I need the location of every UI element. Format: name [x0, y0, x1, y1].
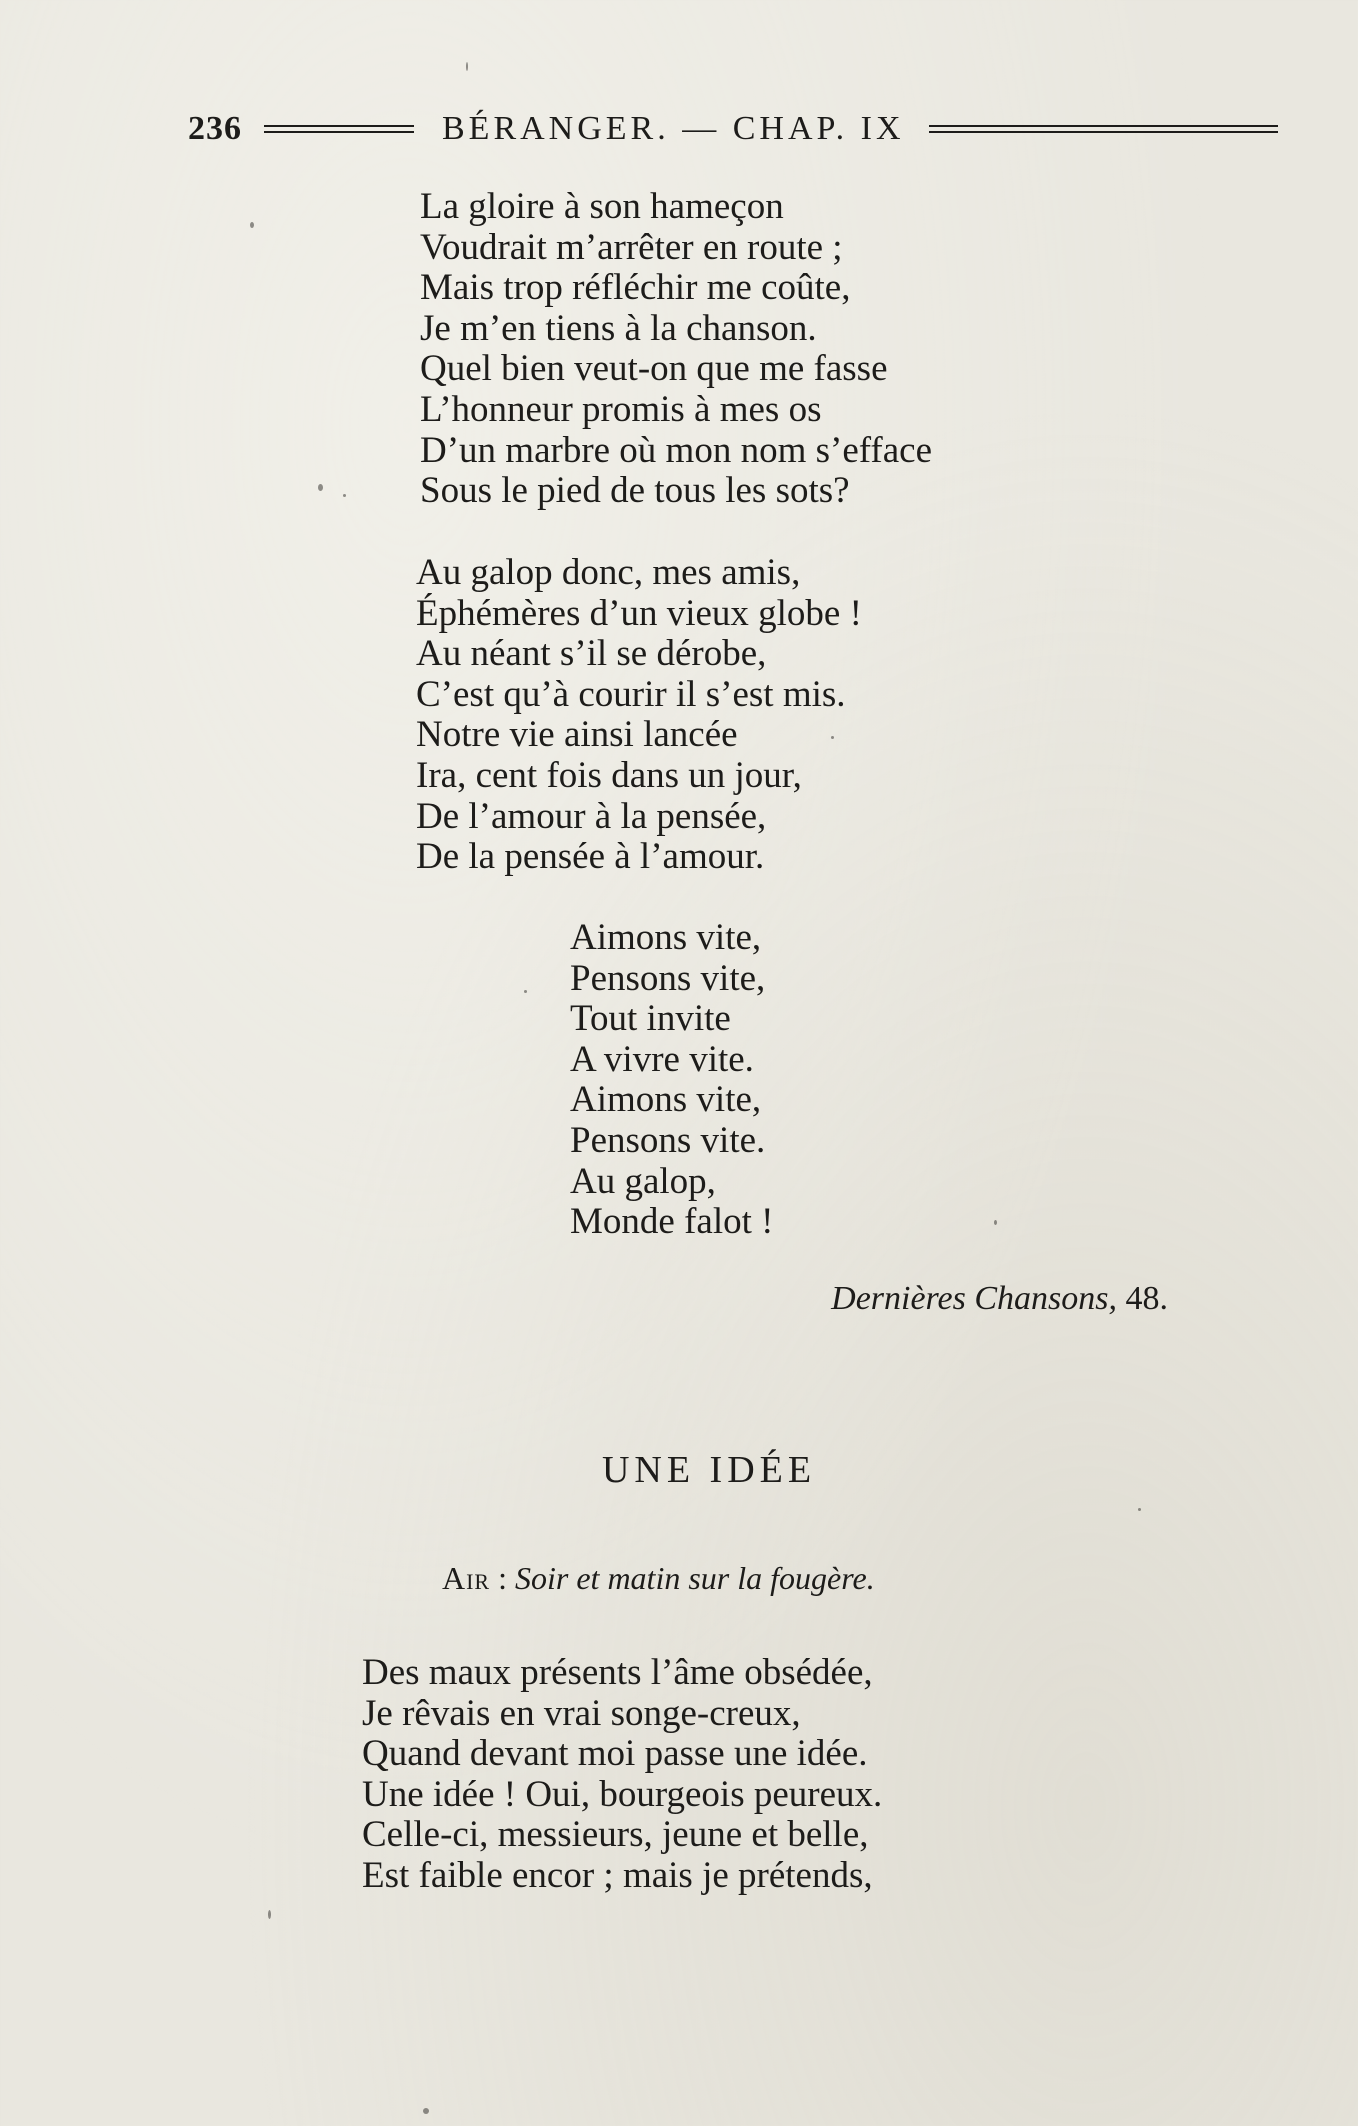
paper-speck [343, 494, 346, 497]
refrain-line: Pensons vite. [570, 1119, 766, 1161]
refrain-line: Tout invite [570, 998, 731, 1040]
running-title: BÉRANGER. — CHAP. IX [442, 110, 905, 147]
paper-speck [250, 222, 254, 228]
verse-line: Quand devant moi passe une idée. [362, 1733, 868, 1775]
air-separator: : [498, 1560, 507, 1596]
verse-line: Notre vie ainsi lancée [416, 714, 738, 756]
paper-speck [318, 484, 323, 491]
paper-speck [268, 1910, 271, 1919]
refrain [570, 918, 773, 1243]
section-title: UNE IDÉE [601, 1449, 817, 1491]
stanza-1 [420, 187, 932, 512]
source-citation [831, 1280, 1168, 1318]
verse-line: Une idée ! Oui, bourgeois peureux. [362, 1773, 883, 1815]
verse-line: D’un marbre où mon nom s’efface [420, 429, 933, 471]
verse-line: De la pensée à l’amour. [416, 836, 765, 878]
verse-line: L’honneur promis à mes os [420, 388, 822, 430]
verse-line: Celle-ci, messieurs, jeune et belle, [362, 1814, 869, 1856]
refrain-line: Aimons vite, [570, 917, 762, 958]
stanza-3 [362, 1653, 882, 1897]
verse-line: Est faible encor ; mais je prétends, [362, 1854, 873, 1896]
refrain-line: Pensons vite, [570, 957, 766, 999]
paper-speck [423, 2108, 429, 2114]
verse-line: La gloire à son hameçon [420, 186, 784, 227]
air-label: Air [442, 1560, 491, 1596]
source-number: 48. [1125, 1280, 1168, 1317]
air-tune: Soir et matin sur la fougère. [515, 1560, 875, 1596]
header-rule-right [929, 125, 1278, 133]
verse-line: Mais trop réfléchir me coûte, [420, 267, 851, 309]
refrain-line: Monde falot ! [570, 1201, 774, 1243]
verse-line: Quel bien veut-on que me fasse [420, 348, 888, 390]
page-header [188, 104, 1278, 154]
refrain-line: A vivre vite. [570, 1038, 754, 1080]
verse-line: Je rêvais en vrai songe-creux, [362, 1692, 801, 1734]
verse-line: Voudrait m’arrêter en route ; [420, 226, 843, 268]
paper-speck [524, 990, 527, 993]
stanza-2 [416, 553, 862, 878]
refrain-line: Aimons vite, [570, 1079, 762, 1121]
page-number: 236 [188, 110, 242, 147]
verse-line: Sous le pied de tous les sots? [420, 470, 850, 512]
verse-line: Je m’en tiens à la chanson. [420, 307, 817, 349]
verse-line: Au néant s’il se dérobe, [416, 633, 767, 675]
verse-line: Des maux présents l’âme obsédée, [362, 1652, 873, 1693]
verse-line: Au galop donc, mes amis, [416, 552, 801, 593]
header-rule-left [264, 125, 414, 133]
paper-speck [994, 1220, 997, 1225]
source-work: Dernières Chansons, [831, 1280, 1117, 1317]
paper-speck [831, 736, 834, 739]
verse-line: C’est qu’à courir il s’est mis. [416, 673, 846, 715]
air-indication [442, 1560, 875, 1597]
verse-line: De l’amour à la pensée, [416, 795, 767, 837]
paper-speck [1138, 1508, 1141, 1511]
verse-line: Ira, cent fois dans un jour, [416, 754, 802, 796]
paper-speck [466, 62, 468, 71]
verse-line: Éphémères d’un vieux globe ! [416, 592, 862, 634]
refrain-line: Au galop, [570, 1160, 716, 1202]
